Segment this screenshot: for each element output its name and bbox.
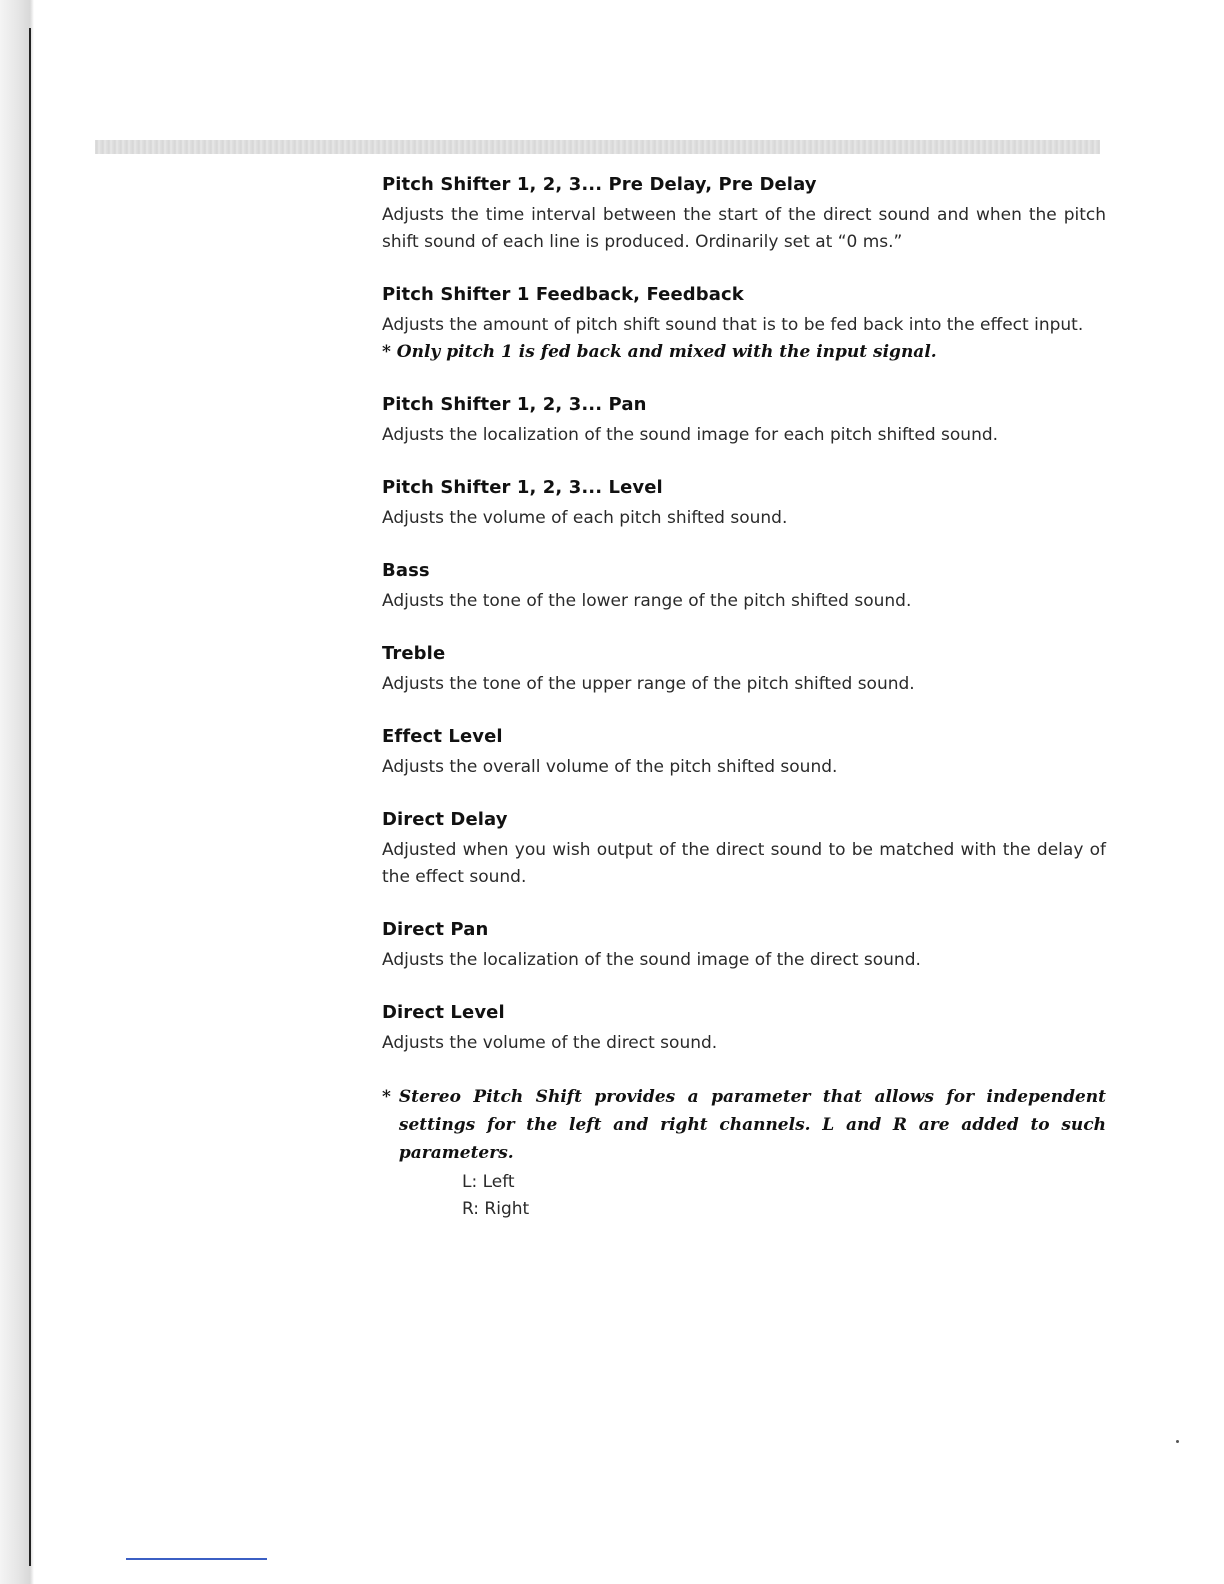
entry-feedback xyxy=(382,282,1106,366)
entry-direct-pan xyxy=(382,917,1106,974)
entry-pan xyxy=(382,392,1106,449)
entry-title: Treble xyxy=(382,643,446,664)
entry-description: Adjusts the localization of the sound image for each pitch shifted sound. xyxy=(382,425,999,445)
note-text: Stereo Pitch Shift provides a parameter that allows for independent settings for the left and right channels. L and R are added to such parameters. xyxy=(398,1087,1106,1163)
entry-effect-level xyxy=(382,724,1106,781)
header-band xyxy=(95,140,1100,154)
legend-right: R: Right xyxy=(462,1199,530,1219)
entry-description: Adjusts the time interval between the start of the direct sound and when the pitch shift sound of each line is produced. Ordinarily set at “0 ms.” xyxy=(382,205,1106,252)
entry-description: Adjusts the tone of the lower range of the pitch shifted sound. xyxy=(382,591,912,611)
entry-title: Pitch Shifter 1 Feedback, Feedback xyxy=(382,284,744,305)
entry-description: Adjusts the volume of each pitch shifted sound. xyxy=(382,508,788,528)
entry-title: Direct Pan xyxy=(382,919,489,940)
entry-title: Pitch Shifter 1, 2, 3... Pan xyxy=(382,394,647,415)
entry-direct-delay xyxy=(382,807,1106,891)
legend-left: L: Left xyxy=(462,1172,515,1192)
entry-description: Adjusts the overall volume of the pitch shifted sound. xyxy=(382,757,838,777)
page-binding-line xyxy=(29,28,31,1566)
parameter-list xyxy=(382,172,1106,1223)
entry-level xyxy=(382,475,1106,532)
entry-description: Adjusts the localization of the sound image of the direct sound. xyxy=(382,950,921,970)
entry-treble xyxy=(382,641,1106,698)
entry-description: Adjusts the volume of the direct sound. xyxy=(382,1033,718,1053)
entry-pre-delay xyxy=(382,172,1106,256)
entry-title: Direct Level xyxy=(382,1002,505,1023)
entry-note: * Only pitch 1 is fed back and mixed with the input signal. xyxy=(382,342,937,362)
stereo-note xyxy=(382,1083,1106,1167)
channel-legend xyxy=(462,1169,1106,1223)
scan-speck xyxy=(1176,1440,1179,1443)
entry-bass xyxy=(382,558,1106,615)
entry-title: Pitch Shifter 1, 2, 3... Pre Delay, Pre Delay xyxy=(382,174,817,195)
note-asterisk: * xyxy=(382,1087,391,1107)
entry-description: Adjusted when you wish output of the direct sound to be matched with the delay of the effect sound. xyxy=(382,840,1106,887)
entry-description: Adjusts the tone of the upper range of the pitch shifted sound. xyxy=(382,674,915,694)
entry-title: Pitch Shifter 1, 2, 3... Level xyxy=(382,477,663,498)
footer-rule xyxy=(126,1558,267,1560)
entry-title: Bass xyxy=(382,560,430,581)
entry-description: Adjusts the amount of pitch shift sound that is to be fed back into the effect input. xyxy=(382,315,1084,335)
entry-title: Effect Level xyxy=(382,726,503,747)
entry-title: Direct Delay xyxy=(382,809,508,830)
entry-direct-level xyxy=(382,1000,1106,1057)
